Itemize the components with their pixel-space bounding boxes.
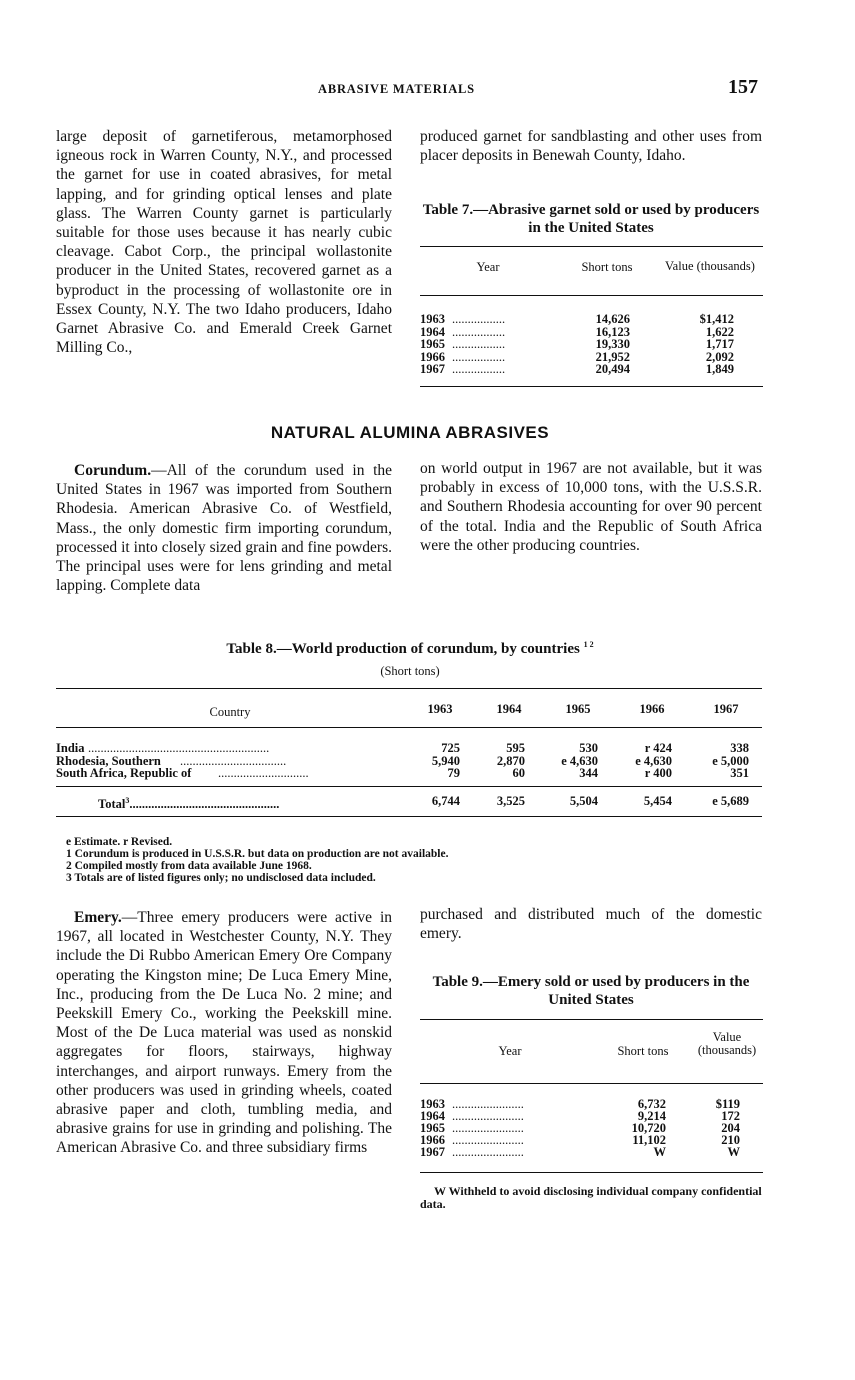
emery-left-text: —Three emery producers were active in 1967, all located in Westchester County, N.Y. They include the Di Rubbo American Emery Ore Company operating the Kingston mine; De Luca Emery Mine, Inc., producing from the De Luca No. 2 mine; and Peekskill Emery Co., working the Peekskill mine. Most of the De Luca material was used as nonskid aggregates for floors, stairways, highway interchanges, and airport runways. Emery from the other producers was used in grinding wheels, coated abrasive paper and cloth, tumbling media, and abrasive grains for use in grinding and polishing. The American Abrasive Co. and three subsidiary firms: [56, 909, 392, 1157]
table8-total-label: [98, 795, 279, 811]
table9-header-year: Year: [498, 1044, 522, 1058]
table8-leader: ..........................................................: [88, 741, 270, 755]
table9-value: 172: [721, 1109, 740, 1123]
table8-footnote-estimate: e Estimate. r Revised.: [66, 836, 173, 848]
table9-leader: .......................: [452, 1109, 524, 1123]
table8-cell: e 4,630: [561, 753, 598, 768]
table8-title-sup: 1 2: [583, 640, 594, 649]
table7-leader: .................: [452, 312, 506, 326]
table9-header-rule: [420, 1083, 763, 1084]
table7-top-rule: [420, 246, 763, 247]
table8-leader: .............................: [218, 766, 309, 780]
table8-footnote-3: 3 Totals are of listed figures only; no undisclosed data included.: [66, 872, 376, 884]
table8-cell: r 400: [644, 766, 672, 780]
table8-country: South Africa, Republic of: [56, 766, 192, 780]
table8-cell: 2,870: [496, 753, 525, 768]
table9-top-rule: [420, 1019, 763, 1020]
table7-year: 1963: [420, 312, 445, 326]
intro-left-paragraph: large deposit of garnetiferous, metamorphosed igneous rock in Warren County, N.Y., and processed the garnet for use in coated abrasives, for metal lapping, and for grinding optical lenses and plate glass. The Warren County garnet is particularly suitable for those uses because it has nearly cubic cleavage. Cabot Corp., the principal wollastonite producer in the United States, recovered garnet as a byproduct in the processing of wollastonite ore in Essex County, N.Y. The two Idaho producers, Idaho Garnet Abrasive Co. and Emerald Creek Garnet Milling Co.,: [56, 128, 392, 357]
table9-tons: 11,102: [632, 1133, 666, 1147]
table8-cell: 595: [506, 741, 525, 755]
table9-tons: 10,720: [631, 1121, 666, 1135]
page-number: 157: [728, 76, 758, 98]
table8-leader: ..................................: [180, 753, 287, 768]
corundum-right-paragraph: on world output in 1967 are not available, but it was probably in excess of 10,000 tons, with the U.S.S.R. and Southern Rhodesia accounting for over 90 percent of the total. India and the Republic of South Africa were the other producing countries.: [420, 460, 762, 554]
table7-year: 1966: [420, 349, 445, 364]
emery-right-paragraph: purchased and distributed much of the domestic emery.: [420, 906, 762, 943]
table9-bottom-rule: [420, 1172, 763, 1173]
table9-tons: 6,732: [637, 1097, 666, 1111]
table7-tons: 19,330: [595, 337, 630, 351]
table7-leader: .................: [452, 349, 506, 364]
table8-country: Rhodesia, Southern: [56, 753, 161, 768]
table9-year: 1966: [420, 1133, 445, 1147]
table9-value: $119: [715, 1097, 740, 1111]
table8-header-1967: 1967: [713, 702, 739, 716]
table8-title: [60, 636, 760, 658]
table8-cell: 5,940: [431, 753, 460, 768]
table8-cell: 351: [730, 766, 749, 780]
table8-header-country: Country: [209, 705, 251, 719]
table8-cell: e 5,000: [712, 753, 749, 768]
table7-bottom-rule: [420, 386, 763, 387]
table7-year: 1967: [420, 362, 445, 376]
table9-title: Table 9.—Emery sold or used by producers in the United States: [432, 974, 750, 1008]
table9-year: 1967: [420, 1145, 445, 1159]
table7-header-value: Value (thousands): [665, 259, 755, 273]
corundum-left-text: —All of the corundum used in the United States in 1967 was imported from Southern Rhodesia. American Abrasive Co. of Westfield, Mass., the only domestic firm importing corundum, processed it into closely sized grain and fine powders. The principal uses were for lens grinding and metal lapping. Complete data: [56, 462, 392, 595]
table8-total-sup: 3: [125, 796, 130, 805]
running-header: ABRASIVE MATERIALS: [318, 82, 475, 96]
table9-value: 210: [721, 1133, 740, 1147]
table9-leader: .......................: [452, 1121, 524, 1135]
table8-header-1964: 1964: [496, 702, 522, 716]
table7-value: 1,849: [705, 362, 734, 376]
section-title: NATURAL ALUMINA ABRASIVES: [270, 423, 550, 442]
table9-year: 1965: [420, 1121, 445, 1135]
table9-value: 204: [721, 1121, 740, 1135]
table9-header-value: Value (thousands): [697, 1030, 757, 1057]
table7-value: 1,717: [705, 337, 734, 351]
table9-leader: .......................: [452, 1097, 524, 1111]
table7-header-tons: Short tons: [581, 260, 633, 274]
table8-total-text: Total: [98, 797, 126, 812]
table9-value: W: [727, 1145, 740, 1159]
table8-subtitle: (Short tons): [380, 664, 440, 678]
table7-value: 1,622: [705, 324, 734, 339]
table7-tons: 20,494: [595, 362, 630, 376]
table8-top-rule: [56, 688, 762, 689]
table8-header-1963: 1963: [427, 702, 453, 716]
table8-cell: 60: [512, 766, 525, 780]
corundum-left-paragraph: [56, 461, 392, 595]
table8-title-text: Table 8.—World production of corundum, by countries: [226, 641, 580, 657]
table8-cell: r 424: [644, 741, 672, 755]
table8-cell: 530: [579, 741, 598, 755]
table8-cell: 79: [447, 766, 460, 780]
table8-cell: 338: [730, 741, 749, 755]
table9-leader: .......................: [452, 1145, 524, 1159]
table8-cell: e 4,630: [635, 753, 672, 768]
table8-total-rule: [56, 786, 762, 787]
table8-total-1967: e 5,689: [712, 794, 749, 808]
table9-tons: 9,214: [637, 1109, 666, 1123]
table7-header-rule: [420, 295, 763, 296]
table7-tons: 16,123: [595, 324, 630, 339]
table8-total-leader: ................................................: [129, 797, 280, 812]
table7-title: Table 7.—Abrasive garnet sold or used by producers in the United States: [422, 202, 760, 236]
table9-header-tons: Short tons: [617, 1044, 669, 1058]
table9-footnote: W Withheld to avoid disclosing individual company confidential data.: [420, 1184, 762, 1211]
table7-tons: 21,952: [595, 349, 630, 364]
table8-bottom-rule: [56, 816, 762, 817]
intro-right-paragraph: produced garnet for sandblasting and other uses from placer deposits in Benewah County, Idaho.: [420, 128, 762, 165]
table7-value: $1,412: [699, 312, 734, 326]
table7-value: 2,092: [705, 349, 734, 364]
table8-footnote-1: 1 Corundum is produced in U.S.S.R. but data on production are not available.: [66, 848, 449, 860]
table8-total-1965: 5,504: [569, 794, 598, 808]
table8-cell: 725: [441, 741, 460, 755]
table8-header-1965: 1965: [565, 702, 591, 716]
table9-tons: W: [653, 1145, 666, 1159]
emery-left-paragraph: [56, 908, 392, 1158]
table9-leader: .......................: [452, 1133, 524, 1147]
table8-footnote-2: 2 Compiled mostly from data available June 1968.: [66, 860, 312, 872]
table8-total-1966: 5,454: [643, 794, 672, 808]
table7-tons: 14,626: [595, 312, 630, 326]
table7-year: 1964: [420, 324, 445, 339]
table9-year: 1963: [420, 1097, 445, 1111]
table7-header-year: Year: [476, 260, 500, 274]
emery-lead: Emery.: [74, 909, 122, 926]
table7-leader: .................: [452, 362, 506, 376]
table8-header-1966: 1966: [639, 702, 665, 716]
table8-total-1963: 6,744: [431, 794, 460, 808]
table9-year: 1964: [420, 1109, 445, 1123]
table7-leader: .................: [452, 324, 506, 339]
table8-header-rule: [56, 727, 762, 728]
table7-year: 1965: [420, 337, 445, 351]
corundum-lead: Corundum.: [74, 462, 152, 479]
table8-total-1964: 3,525: [496, 794, 525, 808]
table7-leader: .................: [452, 337, 506, 351]
table8-country: India: [56, 741, 85, 755]
table8-cell: 344: [579, 766, 598, 780]
